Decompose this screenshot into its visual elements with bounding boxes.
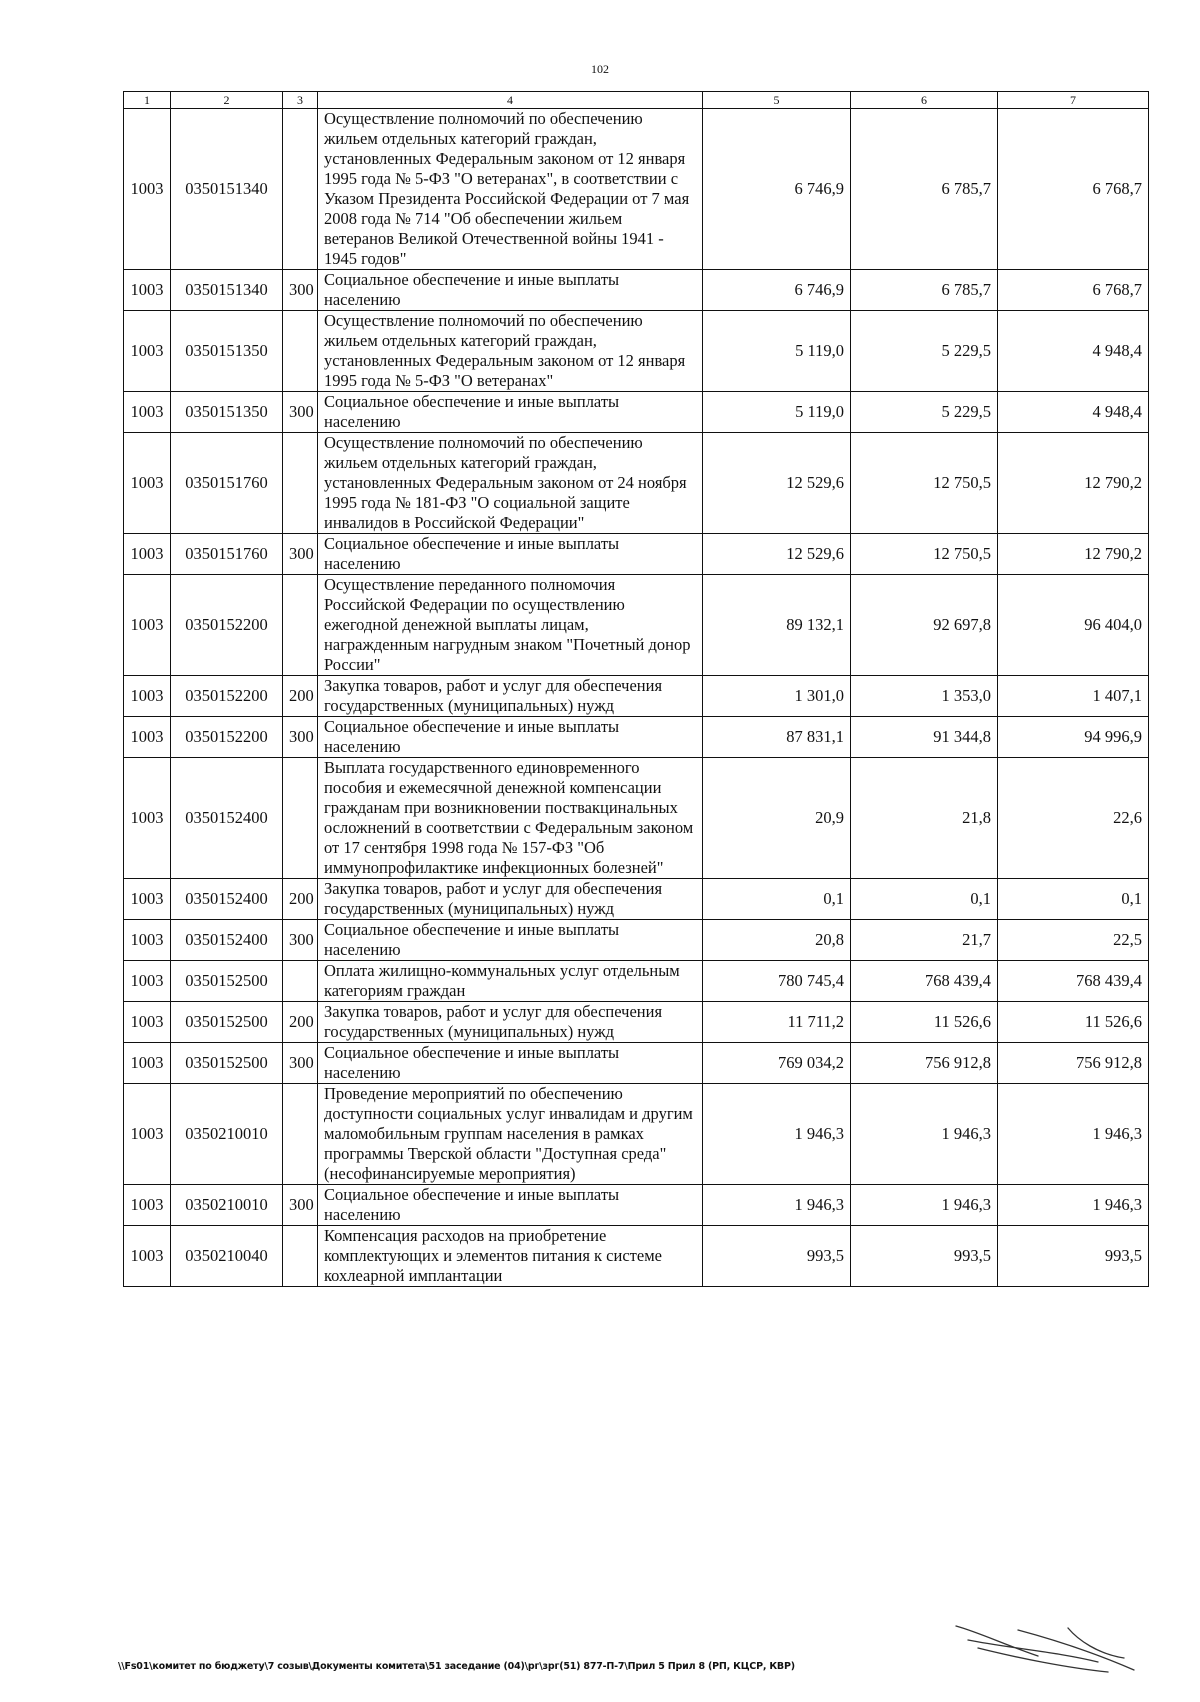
budget-table <box>123 91 1149 1287</box>
amount-year1-cell: 1 946,3 <box>703 1185 851 1226</box>
amount-year1-cell: 769 034,2 <box>703 1043 851 1084</box>
table-header-row <box>124 92 1149 109</box>
amount-year3-cell: 4 948,4 <box>998 311 1149 392</box>
section-code-cell: 1003 <box>124 1185 171 1226</box>
section-code-cell: 1003 <box>124 676 171 717</box>
expense-type-cell: 300 <box>283 1185 318 1226</box>
amount-year3-cell: 0,1 <box>998 879 1149 920</box>
column-header: 7 <box>998 92 1149 109</box>
amount-year1-cell: 20,8 <box>703 920 851 961</box>
expense-type-cell <box>283 961 318 1002</box>
amount-year1-cell: 20,9 <box>703 758 851 879</box>
amount-year3-cell: 756 912,8 <box>998 1043 1149 1084</box>
amount-year3-cell: 12 790,2 <box>998 534 1149 575</box>
target-article-cell: 0350210010 <box>171 1084 283 1185</box>
amount-year1-cell: 5 119,0 <box>703 311 851 392</box>
table-row <box>124 575 1149 676</box>
section-code-cell: 1003 <box>124 1226 171 1287</box>
amount-year1-cell: 89 132,1 <box>703 575 851 676</box>
column-header: 1 <box>124 92 171 109</box>
section-code-cell: 1003 <box>124 270 171 311</box>
amount-year3-cell: 1 407,1 <box>998 676 1149 717</box>
description-cell: Осуществление полномочий по обеспечению жильем отдельных категорий граждан, установленных Федеральным законом от 12 января 1995 года № 5-ФЗ "О ветеранах", в соответствии с Указом Президента Российской Федерации от 7 мая 2008 года № 714 "Об обеспечении жильем ветеранов Великой Отечественной войны 1941 - 1945 годов" <box>318 109 703 270</box>
amount-year2-cell: 92 697,8 <box>851 575 998 676</box>
column-header: 4 <box>318 92 703 109</box>
target-article-cell: 0350152200 <box>171 717 283 758</box>
target-article-cell: 0350151760 <box>171 433 283 534</box>
section-code-cell: 1003 <box>124 961 171 1002</box>
amount-year3-cell: 4 948,4 <box>998 392 1149 433</box>
expense-type-cell: 300 <box>283 717 318 758</box>
expense-type-cell: 300 <box>283 392 318 433</box>
column-header: 6 <box>851 92 998 109</box>
amount-year1-cell: 6 746,9 <box>703 109 851 270</box>
amount-year2-cell: 5 229,5 <box>851 311 998 392</box>
description-cell: Оплата жилищно-коммунальных услуг отдельным категориям граждан <box>318 961 703 1002</box>
expense-type-cell <box>283 433 318 534</box>
amount-year2-cell: 1 946,3 <box>851 1185 998 1226</box>
section-code-cell: 1003 <box>124 1084 171 1185</box>
table-row <box>124 392 1149 433</box>
target-article-cell: 0350152200 <box>171 676 283 717</box>
expense-type-cell: 200 <box>283 879 318 920</box>
amount-year3-cell: 6 768,7 <box>998 270 1149 311</box>
amount-year2-cell: 0,1 <box>851 879 998 920</box>
description-cell: Закупка товаров, работ и услуг для обеспечения государственных (муниципальных) нужд <box>318 879 703 920</box>
amount-year2-cell: 21,8 <box>851 758 998 879</box>
description-cell: Осуществление полномочий по обеспечению жильем отдельных категорий граждан, установленных Федеральным законом от 12 января 1995 года № 5-ФЗ "О ветеранах" <box>318 311 703 392</box>
table-row <box>124 270 1149 311</box>
amount-year1-cell: 5 119,0 <box>703 392 851 433</box>
table-row <box>124 109 1149 270</box>
amount-year2-cell: 11 526,6 <box>851 1002 998 1043</box>
amount-year3-cell: 11 526,6 <box>998 1002 1149 1043</box>
amount-year3-cell: 22,5 <box>998 920 1149 961</box>
amount-year3-cell: 12 790,2 <box>998 433 1149 534</box>
expense-type-cell <box>283 311 318 392</box>
table-row <box>124 758 1149 879</box>
target-article-cell: 0350210040 <box>171 1226 283 1287</box>
section-code-cell: 1003 <box>124 433 171 534</box>
page-number: 102 <box>591 62 609 76</box>
table-row <box>124 534 1149 575</box>
amount-year1-cell: 6 746,9 <box>703 270 851 311</box>
description-cell: Осуществление переданного полномочия Российской Федерации по осуществлению ежегодной денежной выплаты лицам, награжденным нагрудным знаком "Почетный донор России" <box>318 575 703 676</box>
table-row <box>124 920 1149 961</box>
amount-year3-cell: 1 946,3 <box>998 1185 1149 1226</box>
target-article-cell: 0350152200 <box>171 575 283 676</box>
amount-year1-cell: 87 831,1 <box>703 717 851 758</box>
section-code-cell: 1003 <box>124 1002 171 1043</box>
description-cell: Социальное обеспечение и иные выплаты населению <box>318 1185 703 1226</box>
table-row <box>124 1226 1149 1287</box>
expense-type-cell: 200 <box>283 676 318 717</box>
amount-year3-cell: 993,5 <box>998 1226 1149 1287</box>
description-cell: Социальное обеспечение и иные выплаты населению <box>318 920 703 961</box>
target-article-cell: 0350152500 <box>171 961 283 1002</box>
section-code-cell: 1003 <box>124 1043 171 1084</box>
expense-type-cell <box>283 575 318 676</box>
expense-type-cell: 200 <box>283 1002 318 1043</box>
amount-year1-cell: 993,5 <box>703 1226 851 1287</box>
expense-type-cell <box>283 1226 318 1287</box>
footer-file-path: \\Fs01\комитет по бюджету\7 созыв\Документы комитета\51 заседание (04)\рг\зрг(51) 877-П-7\Прил 5 Прил 8 (РП, КЦСР, КВР) <box>118 1661 795 1672</box>
table-row <box>124 311 1149 392</box>
amount-year2-cell: 1 353,0 <box>851 676 998 717</box>
amount-year2-cell: 6 785,7 <box>851 109 998 270</box>
amount-year1-cell: 1 301,0 <box>703 676 851 717</box>
amount-year2-cell: 91 344,8 <box>851 717 998 758</box>
description-cell: Закупка товаров, работ и услуг для обеспечения государственных (муниципальных) нужд <box>318 1002 703 1043</box>
amount-year1-cell: 11 711,2 <box>703 1002 851 1043</box>
target-article-cell: 0350152500 <box>171 1043 283 1084</box>
section-code-cell: 1003 <box>124 879 171 920</box>
amount-year2-cell: 768 439,4 <box>851 961 998 1002</box>
target-article-cell: 0350151340 <box>171 109 283 270</box>
description-cell: Проведение мероприятий по обеспечению доступности социальных услуг инвалидам и другим маломобильным группам населения в рамках программы Тверской области "Доступная среда" (несофинансируемые мероприятия) <box>318 1084 703 1185</box>
column-header: 5 <box>703 92 851 109</box>
column-header: 2 <box>171 92 283 109</box>
amount-year2-cell: 21,7 <box>851 920 998 961</box>
expense-type-cell: 300 <box>283 270 318 311</box>
table-row <box>124 1084 1149 1185</box>
amount-year2-cell: 6 785,7 <box>851 270 998 311</box>
section-code-cell: 1003 <box>124 311 171 392</box>
target-article-cell: 0350151350 <box>171 311 283 392</box>
expense-type-cell: 300 <box>283 1043 318 1084</box>
table-row <box>124 1043 1149 1084</box>
target-article-cell: 0350152400 <box>171 758 283 879</box>
table-row <box>124 676 1149 717</box>
target-article-cell: 0350151350 <box>171 392 283 433</box>
column-header: 3 <box>283 92 318 109</box>
table-row <box>124 717 1149 758</box>
signature-mark <box>948 1618 1138 1678</box>
amount-year1-cell: 0,1 <box>703 879 851 920</box>
table-row <box>124 1002 1149 1043</box>
table-row <box>124 1185 1149 1226</box>
amount-year2-cell: 756 912,8 <box>851 1043 998 1084</box>
expense-type-cell <box>283 1084 318 1185</box>
description-cell: Социальное обеспечение и иные выплаты населению <box>318 717 703 758</box>
section-code-cell: 1003 <box>124 109 171 270</box>
description-cell: Социальное обеспечение и иные выплаты населению <box>318 1043 703 1084</box>
section-code-cell: 1003 <box>124 392 171 433</box>
section-code-cell: 1003 <box>124 717 171 758</box>
expense-type-cell <box>283 109 318 270</box>
amount-year3-cell: 6 768,7 <box>998 109 1149 270</box>
section-code-cell: 1003 <box>124 758 171 879</box>
target-article-cell: 0350152400 <box>171 879 283 920</box>
target-article-cell: 0350151340 <box>171 270 283 311</box>
expense-type-cell: 300 <box>283 920 318 961</box>
amount-year2-cell: 12 750,5 <box>851 433 998 534</box>
amount-year2-cell: 1 946,3 <box>851 1084 998 1185</box>
description-cell: Социальное обеспечение и иные выплаты населению <box>318 534 703 575</box>
amount-year2-cell: 5 229,5 <box>851 392 998 433</box>
expense-type-cell: 300 <box>283 534 318 575</box>
amount-year1-cell: 12 529,6 <box>703 433 851 534</box>
amount-year2-cell: 993,5 <box>851 1226 998 1287</box>
section-code-cell: 1003 <box>124 920 171 961</box>
description-cell: Компенсация расходов на приобретение комплектующих и элементов питания к системе кохлеарной имплантации <box>318 1226 703 1287</box>
expense-type-cell <box>283 758 318 879</box>
table-row <box>124 961 1149 1002</box>
amount-year3-cell: 22,6 <box>998 758 1149 879</box>
target-article-cell: 0350151760 <box>171 534 283 575</box>
amount-year3-cell: 94 996,9 <box>998 717 1149 758</box>
section-code-cell: 1003 <box>124 534 171 575</box>
description-cell: Социальное обеспечение и иные выплаты населению <box>318 270 703 311</box>
amount-year1-cell: 1 946,3 <box>703 1084 851 1185</box>
section-code-cell: 1003 <box>124 575 171 676</box>
target-article-cell: 0350210010 <box>171 1185 283 1226</box>
amount-year3-cell: 1 946,3 <box>998 1084 1149 1185</box>
table-row <box>124 433 1149 534</box>
amount-year1-cell: 12 529,6 <box>703 534 851 575</box>
table-body <box>124 109 1149 1287</box>
description-cell: Закупка товаров, работ и услуг для обеспечения государственных (муниципальных) нужд <box>318 676 703 717</box>
target-article-cell: 0350152500 <box>171 1002 283 1043</box>
amount-year3-cell: 768 439,4 <box>998 961 1149 1002</box>
amount-year3-cell: 96 404,0 <box>998 575 1149 676</box>
description-cell: Выплата государственного единовременного пособия и ежемесячной денежной компенсации гражданам при возникновении поствакцинальных осложнений в соответствии с Федеральным законом от 17 сентября 1998 года № 157-ФЗ "Об иммунопрофилактике инфекционных болезней" <box>318 758 703 879</box>
description-cell: Социальное обеспечение и иные выплаты населению <box>318 392 703 433</box>
description-cell: Осуществление полномочий по обеспечению жильем отдельных категорий граждан, установленных Федеральным законом от 24 ноября 1995 года № 181-ФЗ "О социальной защите инвалидов в Российской Федерации" <box>318 433 703 534</box>
amount-year2-cell: 12 750,5 <box>851 534 998 575</box>
table-row <box>124 879 1149 920</box>
target-article-cell: 0350152400 <box>171 920 283 961</box>
amount-year1-cell: 780 745,4 <box>703 961 851 1002</box>
